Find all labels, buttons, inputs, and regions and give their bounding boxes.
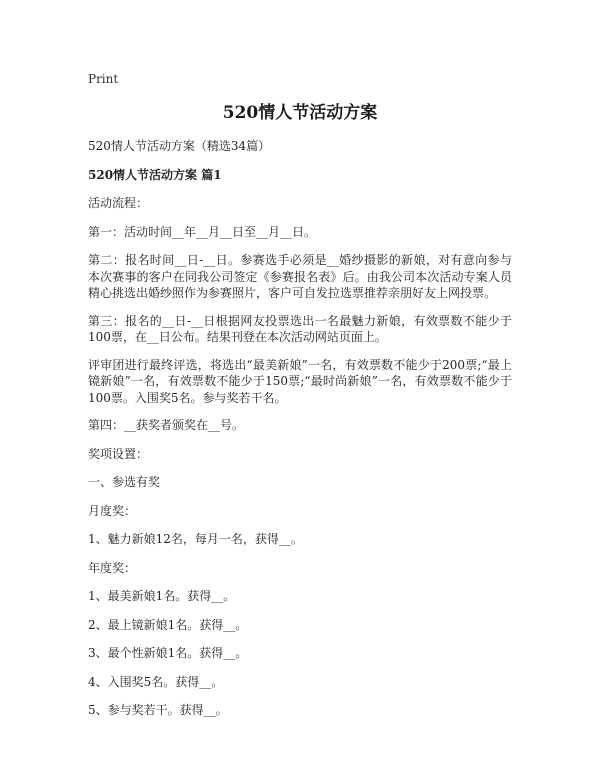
document-title: 520情人节活动方案 bbox=[222, 103, 378, 123]
paragraph-annual-label: 年度奖： bbox=[88, 560, 137, 575]
paragraph-flow-label: 活动流程： bbox=[88, 196, 149, 210]
paragraph-step-four: 第四：__获奖者颁奖在__号。 bbox=[88, 418, 245, 432]
print-link[interactable]: Print bbox=[88, 72, 119, 86]
paragraph-annual-item-5: 5、参与奖若干。获得__。 bbox=[88, 703, 228, 717]
paragraph-monthly-label: 月度奖： bbox=[88, 503, 137, 518]
paragraph-annual-item-1: 1、最美新娘1名。获得__。 bbox=[88, 589, 236, 603]
paragraph-final-review: 评审团进行最终评选，将选出“最美新娘”一名，有效票数不能少于200票;“最上镜新娘”一名，有效票数不能少于150票;“最时尚新娘”一名，有效票数不能少于100票。入围奖5名。参与奖若干名。 bbox=[88, 357, 512, 405]
paragraph-step-three: 第三：报名的__日-__日根据网友投票选出一名最魅力新娘，有效票数不能少于100票，在__日公布。结果刊登在本次活动网站页面上。 bbox=[88, 313, 512, 344]
paragraph-step-one: 第一：活动时间__年__月__日至__月__日。 bbox=[88, 224, 317, 239]
paragraph-annual-item-2: 2、最上镜新娘1名。获得__。 bbox=[88, 617, 248, 632]
paragraph-step-two: 第二：报名时间__日-__日。参赛选手必须是__婚纱摄影的新娘，对有意向参与本次赛事的客户在同我公司签定《参赛报名表》后。由我公司本次活动专案人员精心挑选出婚纱照作为参赛照片，客户可自发拉选票推荐亲朋好友上网投票。 bbox=[88, 253, 512, 300]
paragraph-awards-label: 奖项设置： bbox=[88, 446, 149, 461]
section-heading: 520情人节活动方案 篇1 bbox=[88, 168, 222, 182]
paragraph-award-category-one: 一、参选有奖 bbox=[88, 475, 161, 489]
paragraph-annual-item-3: 3、最个性新娘1名。获得__。 bbox=[88, 646, 248, 660]
paragraph-monthly-item-1: 1、魅力新娘12名，每月一名，获得__。 bbox=[88, 532, 303, 546]
document-subtitle: 520情人节活动方案（精选34篇） bbox=[88, 139, 271, 153]
paragraph-annual-item-4: 4、入围奖5名。获得__。 bbox=[88, 674, 224, 689]
